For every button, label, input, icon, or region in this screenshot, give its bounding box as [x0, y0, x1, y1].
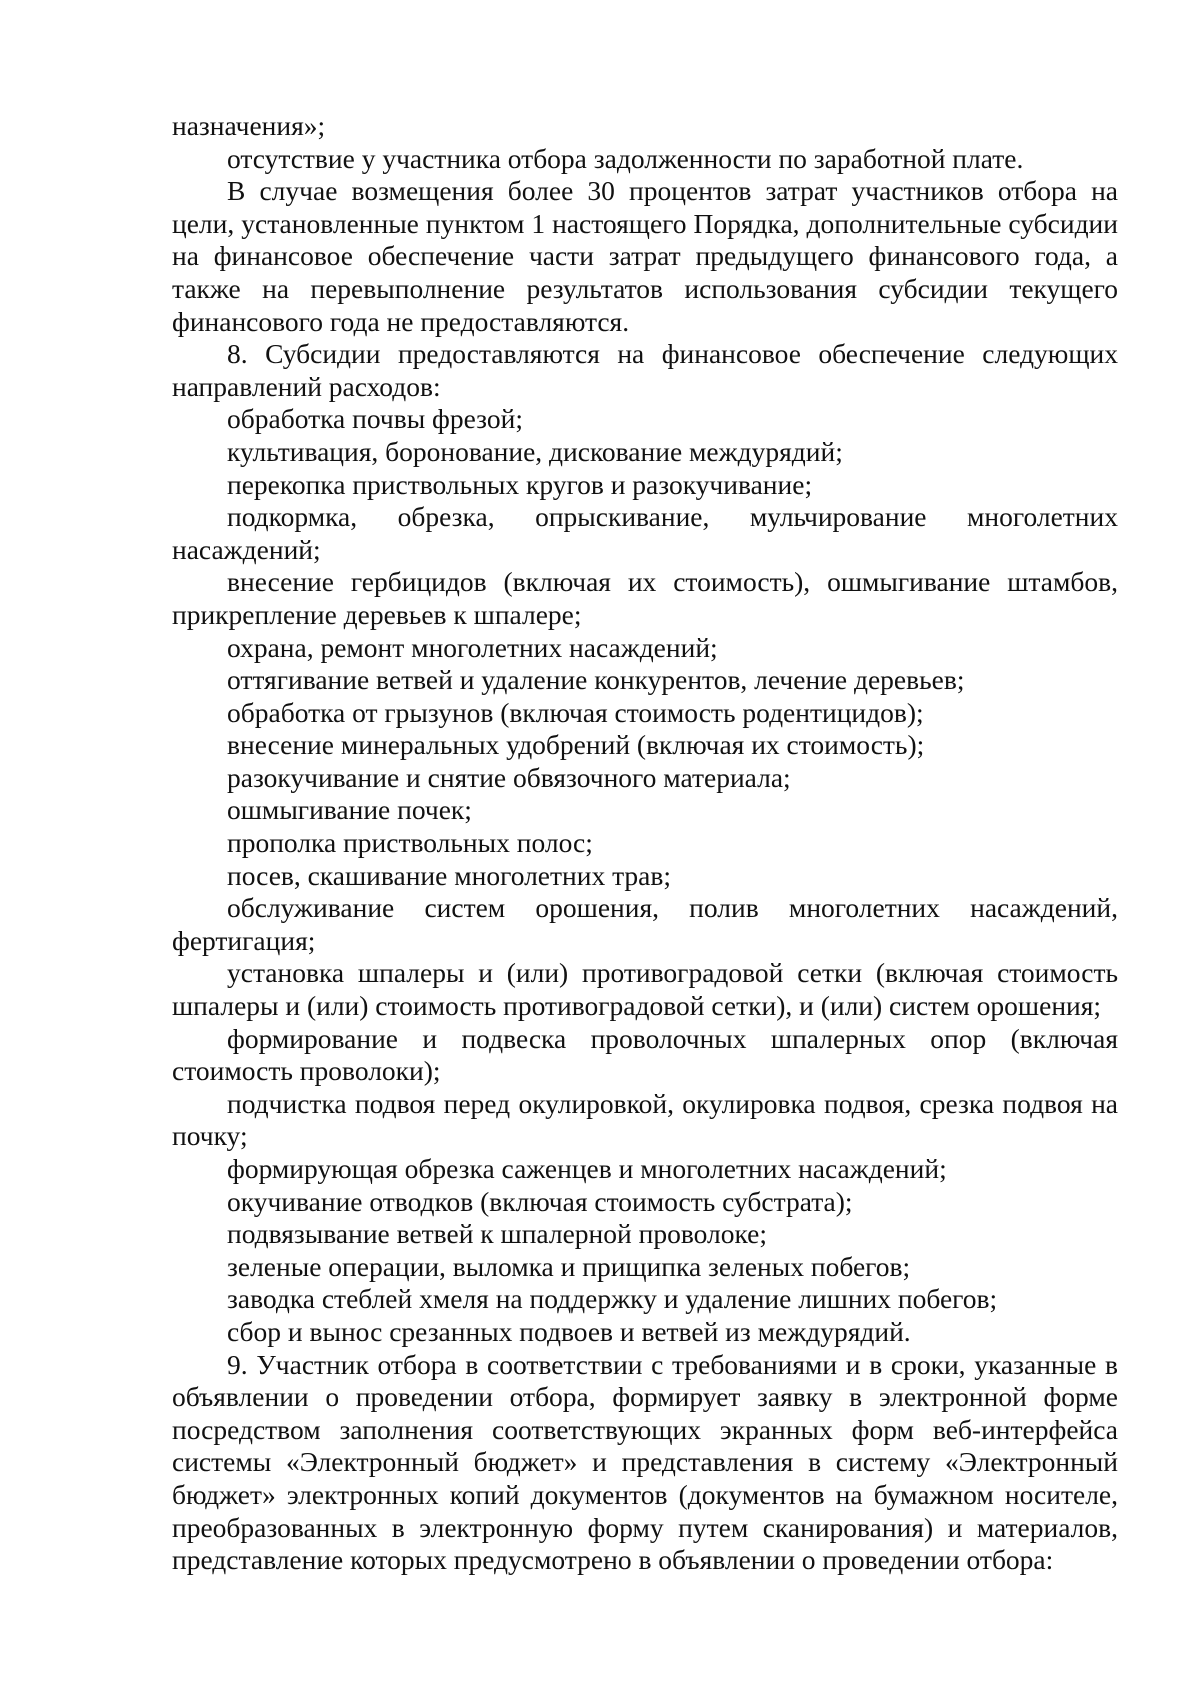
list-item-expense: охрана, ремонт многолетних насаждений; — [227, 631, 718, 663]
list-item-expense: заводка стеблей хмеля на поддержку и удаление лишних побегов; — [227, 1283, 998, 1315]
list-item-expense: окучивание отводков (включая стоимость субстрата); — [227, 1185, 853, 1217]
paragraph-compensation-limit: В случае возмещения более 30 процентов затрат участников отбора на цели, установленные пунктом 1 настоящего Порядка, дополнительные субсидии на финансовое обеспечение части затрат предыдущего финансового года, а также на перевыполнение результатов использования субсидии текущего финансового года не предоставляются. — [172, 175, 1118, 337]
list-item-expense: обработка почвы фрезой; — [227, 403, 523, 435]
list-item-expense: внесение минеральных удобрений (включая их стоимость); — [227, 729, 925, 761]
list-item-expense: обработка от грызунов (включая стоимость родентицидов); — [227, 696, 924, 728]
list-item-expense: зеленые операции, выломка и прищипка зеленых побегов; — [227, 1250, 911, 1282]
paragraph-no-debt: отсутствие у участника отбора задолженности по заработной плате. — [227, 142, 1024, 174]
list-item-expense: культивация, боронование, дискование междурядий; — [227, 435, 843, 467]
list-item-expense: посев, скашивание многолетних трав; — [227, 859, 672, 891]
list-item-expense: перекопка приствольных кругов и разокучивание; — [227, 468, 813, 500]
list-item-expense: прополка приствольных полос; — [227, 827, 593, 859]
paragraph-item-9: 9. Участник отбора в соответствии с требованиями и в сроки, указанные в объявлении о проведении отбора, формирует заявку в электронной форме посредством заполнения соответствующих экранных форм веб-интерфейса системы «Электронный бюджет» и представления в систему «Электронный бюджет» электронных копий документов (документов на бумажном носителе, преобразованных в электронную форму путем сканирования) и материалов, представление которых предусмотрено в объявлении о проведении отбора: — [172, 1348, 1118, 1576]
paragraph-continuation: назначения»; — [172, 110, 326, 141]
list-item-expense: внесение гербицидов (включая их стоимость), ошмыгивание штамбов, прикрепление деревьев к шпалере; — [172, 566, 1118, 630]
paragraph-item-8: 8. Субсидии предоставляются на финансовое обеспечение следующих направлений расходов: — [172, 338, 1118, 402]
list-item-expense: установка шпалеры и (или) противоградовой сетки (включая стоимость шпалеры и (или) стоимость противоградовой сетки), и (или) систем орошения; — [172, 957, 1118, 1022]
list-item-expense: подвязывание ветвей к шпалерной проволоке; — [227, 1218, 767, 1250]
document-body — [172, 110, 1118, 1577]
list-item-expense: оттягивание ветвей и удаление конкурентов, лечение деревьев; — [227, 664, 965, 696]
list-item-expense: подкормка, обрезка, опрыскивание, мульчирование многолетних насаждений; — [172, 501, 1118, 565]
list-item-expense: формирующая обрезка саженцев и многолетних насаждений; — [227, 1153, 947, 1184]
list-item-expense: подчистка подвоя перед окулировкой, окулировка подвоя, срезка подвоя на почку; — [172, 1087, 1118, 1152]
list-item-expense: сбор и вынос срезанных подвоев и ветвей из междурядий. — [227, 1315, 911, 1347]
list-item-expense: ошмыгивание почек; — [227, 794, 472, 826]
list-item-expense: разокучивание и снятие обвязочного материала; — [227, 761, 791, 793]
list-item-expense: обслуживание систем орошения, полив многолетних насаждений, фертигация; — [172, 892, 1118, 956]
list-item-expense: формирование и подвеска проволочных шпалерных опор (включая стоимость проволоки); — [172, 1022, 1118, 1087]
